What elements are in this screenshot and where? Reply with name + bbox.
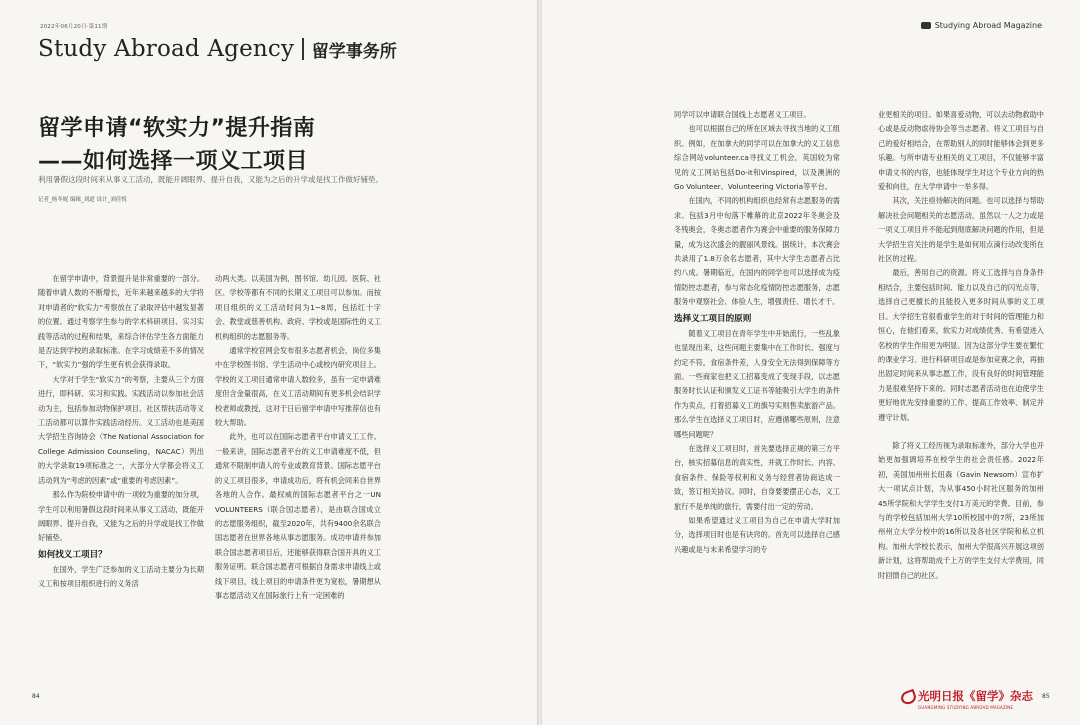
paragraph: 大学对于学生“软实力”的考察，主要从三个方面进行，即科研、实习和实践。实践活动以参加社会活动为主，包括参加动物保护项目、社区帮扶活动等义工活动都可以算作实践活动经历。义工活动也是美国大学招生咨询协会（The National Association for College Admission Counseling，NACAC）列出的大学录取19项标准之一，大部分大学都会将义工活动列为“考虑的因素”或“重要的考虑因素”。 [38, 374, 204, 485]
masthead-logo-icon [900, 688, 914, 702]
paragraph: 也可以根据自己的所在区域去寻找当地的义工组织。例如，在加拿大的同学可以在加拿大的义工信息综合网站volunteer.ca寻找义工机会，英国较为常见的义工网站包括Do-it和Vinspired，以及澳洲的Go Volunteer、Volunteering Victoria等平台。 [674, 124, 840, 192]
column-title [38, 36, 397, 62]
article-credits: 记者_杨冬妮 编辑_刘道 设计_刘佳悦 [38, 197, 127, 203]
magazine-logo-icon [921, 22, 931, 29]
paragraph: 其次，关注亟待解决的问题。也可以选择与帮助解决社会问题相关的志愿活动，虽然以一人之力或是一项义工项目并不能起到彻底解决问题的作用，但是大学招生官关注的是学生是如何用点滴行动改变所在社区的过程。 [878, 196, 1044, 264]
text-column-2 [215, 272, 381, 603]
issue-line: 2022年06月20日·第11期 [40, 24, 108, 30]
column-title-divider [302, 38, 304, 60]
paragraph: 如果希望通过义工项目为自己在申请大学时加分，选择项目时也是有诀窍的。首先可以选择自己感兴趣或是与未来希望学习的专 [674, 515, 840, 554]
article-title-line2: ——如何选择一项义工项目 [38, 149, 309, 174]
page-number-right: 85 [1042, 693, 1050, 700]
masthead-subtitle: GUANGMING STUDYING ABROAD MAGAZINE [918, 705, 1014, 710]
masthead-text: 光明日报《留学》杂志 [918, 689, 1033, 703]
paragraph: 同学可以申请联合国线上志愿者义工项目。 [674, 110, 811, 119]
article-title [38, 112, 315, 178]
left-page [0, 0, 538, 725]
section-heading: 如何找义工项目？ [38, 549, 107, 560]
paragraph: 在国外，学生广泛参加的义工活动主要分为长期义工和按项目组织进行的义务活 [38, 564, 204, 589]
paragraph: 那么作为院校申请中的一项较为重要的加分项，学生可以利用暑假这段时间来从事义工活动，既能开阔眼界、提升自我，又能为之后的升学或是找工作做好铺垫。 [38, 490, 204, 543]
section-heading: 选择义工项目的原则 [674, 313, 752, 324]
paragraph: 除了将义工经历视为录取标准外，部分大学也开始更加强调培养在校学生的社会责任感。2022年初，美国加州州长纽森（Gavin Newsom）宣布扩大一项试点计划，为从事450小时社区服务的加州45所学院和大学学生支付1万美元的学费。目前，参与的学校包括加州大学10所校园中的7所，23所加州州立大学分校中的16所以及各社区学院和私立机构。加州大学校长表示，加州大学很高兴开展这项创新计划，这将帮助成千上万的学生支付大学费用，同时回馈自己的社区。 [878, 440, 1044, 580]
paragraph: 在留学申请中，背景提升是非常重要的一部分。随着申请人数的不断增长，近年来越来越多的大学将对申请者的“软实力”考察放在了录取评估中越发显著的位置。通过考察学生参与的学术科研项目、实习实践等活动的过程和结果，来综合评估学生各方面能力是否达到学校的录取标准。在学习成绩差不多的情况下，“软实力”强的学生更有机会获得录取。 [38, 274, 204, 370]
paragraph: 通常学校官网会发布很多志愿者机会，岗位多集中在学校图书馆、学生活动中心或校内研究项目上。学校的义工项目通常申请人数较多，虽有一定申请难度但含金量很高，在义工活动期间有更多机会结识学校老师或教授，这对于日后留学申请中写推荐信也有较大帮助。 [215, 346, 381, 428]
column-title-zh: 留学事务所 [311, 41, 397, 62]
paragraph: 随着义工项目在青年学生中开始流行，一些乱象也显现出来，这些问题主要集中在工作时长、强度与约定不符，食宿条件差，人身安全无法得到保障等方面。一些商家也把义工招募变成了变现手段，以志愿服务时长认证和颁发义工证书等能吸引大学生的条件作为卖点，打着招募义工的旗号实则售卖旅游产品。那么学生在选择义工项目时，应遵循哪些原则，注意哪些问题呢？ [674, 328, 840, 439]
right-page [542, 0, 1080, 725]
paragraph: 业更相关的项目。如果喜爱动物，可以去动物救助中心或是反动物虐待协会等当志愿者。将义工项目与自己的爱好相结合，在帮助别人的同时能够体会到更多乐趣。与所申请专业相关的义工项目，不仅能够丰富申请文书的内容，也能体现学生对这个专业方向的热爱和向往，在大学申请中一举多得。 [878, 110, 1044, 192]
paragraph: 在选择义工项目时，首先要选择正规的第三方平台，核实招募信息的真实性，并就工作时长、内容、食宿条件、保险等权利和义务与经营者协商达成一致，签订相关协议。同时，自身要要摆正心态，义工旅行不是单纯的旅行，需要付出一定的劳动。 [674, 443, 840, 511]
text-column-3 [674, 108, 840, 557]
article-title-line1: 留学申请“软实力”提升指南 [38, 116, 316, 141]
paragraph: 此外，也可以在国际志愿者平台申请义工工作。一般来讲，国际志愿者平台的义工申请难度不低，但通常不限制申请人的专业或教育背景。国际志愿平台的义工项目很多，申请成功后，将有机会同来自世界各地的人合作。最权威的国际志愿者平台之一UN VOLUNTEERS（联合国志愿者），是由联合国成立的志愿服务组织，截至2020年，共有9400余名联合国志愿者在世界各地从事志愿服务。成功申请并参加联合国志愿者项目后，还能够获得联合国开具的义工服务证明。联合国志愿者可根据自身需求申请线上或线下项目，线上项目的申请条件更为宽松，暑期想从事志愿活动又在国际旅行上有一定困难的 [215, 432, 381, 600]
brand-header [921, 21, 1042, 30]
magazine-masthead [900, 688, 1033, 710]
page-number-left: 84 [32, 693, 40, 700]
text-column-4 [878, 108, 1044, 583]
article-lead: 利用暑假这段时间来从事义工活动，既能开阔眼界、提升自我，又能为之后的升学或是找工作做好铺垫。 [38, 175, 383, 184]
text-column-1 [38, 272, 204, 592]
paragraph: 在国内，不同的机构组织也经常有志愿服务的需求。包括3月中旬落下帷幕的北京2022年冬奥会及冬残奥会，冬奥志愿者作为赛会中重要的服务保障力量，成为这次盛会的靓丽风景线。据统计，本次赛会共录用了1.8万余名志愿者，其中大学生志愿者占比约八成。暑期临近，在国内的同学也可以选择成为疫情防控志愿者，参与常态化疫情防控志愿服务，志愿服务中观察社会、体验人生，增强责任、增长才干。 [674, 196, 840, 307]
paragraph: 最后，善用自己的资源。将义工选择与自身条件相结合，主要包括时间、能力以及自己的闪光点等，选择自己更擅长的且能投入更多时间从事的义工项目。大学招生官很看重学生的对于时间的管理能力和恒心，在他们看来，软实力对成绩优秀、有希望进入名校的学生作用更为明显。因为这部分学生要在繁忙的课业学习、进行科研项目或是参加竞赛之余，再抽出固定时间来从事志愿工作，没有良好的时间管理能力是很难坚持下来的。同时志愿者活动也在迫使学生更好地优先安排重要的工作、提高工作效率、制定并遵守计划。 [878, 268, 1044, 422]
paragraph: 动两大类。以美国为例，图书馆、幼儿园、医院、社区、学校等都有不同的长期义工项目可以参加。而按项目组织的义工活动时间为1~8周，包括红十字会、教堂或慈善机构、政府、学校或是国际性的义工机构组织的志愿服务等。 [215, 274, 381, 341]
column-title-en: Study Abroad Agency [38, 36, 295, 62]
brand-header-text: Studying Abroad Magazine [934, 21, 1042, 30]
